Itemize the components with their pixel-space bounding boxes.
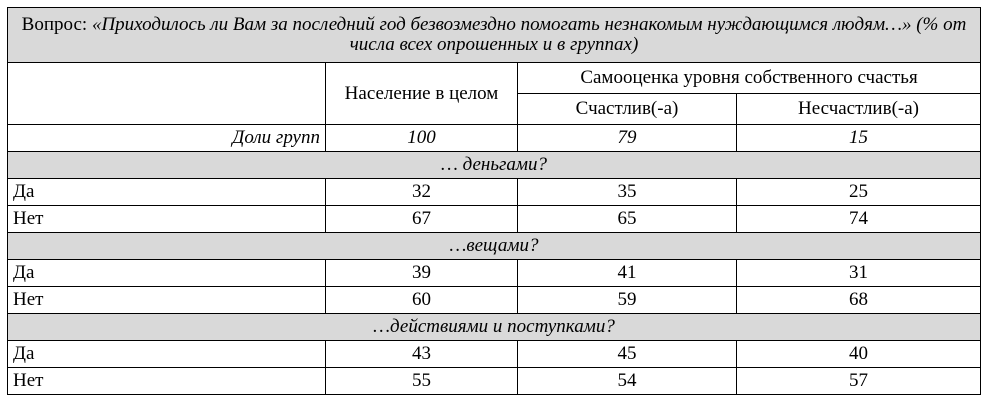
- table-cell: 15: [737, 125, 981, 152]
- table-title: [8, 8, 981, 63]
- table-row: [8, 287, 981, 314]
- table-cell: 65: [518, 206, 737, 233]
- section-heading-things: …вещами?: [8, 233, 981, 260]
- table-row: [8, 206, 981, 233]
- survey-table: [7, 7, 981, 395]
- row-label: Нет: [8, 287, 326, 314]
- table-cell: 54: [518, 368, 737, 395]
- section-heading-money: … деньгами?: [8, 152, 981, 179]
- question-prefix: Вопрос:: [21, 14, 92, 36]
- table-cell: 39: [326, 260, 518, 287]
- table-cell: 100: [326, 125, 518, 152]
- header-group-title: Самооценка уровня собственного счастья: [518, 63, 981, 94]
- table-cell: 67: [326, 206, 518, 233]
- row-label: Да: [8, 179, 326, 206]
- table-cell: 32: [326, 179, 518, 206]
- table-cell: 55: [326, 368, 518, 395]
- table-cell: 60: [326, 287, 518, 314]
- section-heading-actions: …действиями и поступками?: [8, 314, 981, 341]
- table-cell: 79: [518, 125, 737, 152]
- header-unhappy: Несчастлив(-а): [737, 94, 981, 125]
- table-cell: 25: [737, 179, 981, 206]
- table-cell: 40: [737, 341, 981, 368]
- shares-row: [8, 125, 981, 152]
- row-label: Нет: [8, 368, 326, 395]
- question-text: «Приходилось ли Вам за последний год безвозмездно помогать незнакомым нуждающимся людям…» (% от числа всех опрошенных и в группах): [91, 14, 967, 55]
- table-cell: 59: [518, 287, 737, 314]
- table-cell: 35: [518, 179, 737, 206]
- table-cell: 31: [737, 260, 981, 287]
- table-row: [8, 179, 981, 206]
- table-cell: 68: [737, 287, 981, 314]
- table-cell: 41: [518, 260, 737, 287]
- table-cell: 43: [326, 341, 518, 368]
- header-empty-cell: [8, 63, 326, 125]
- row-label: Да: [8, 260, 326, 287]
- table-cell: 45: [518, 341, 737, 368]
- shares-label: Доли групп: [8, 125, 326, 152]
- header-happy: Счастлив(-а): [518, 94, 737, 125]
- table-row: [8, 260, 981, 287]
- header-population: Население в целом: [326, 63, 518, 125]
- row-label: Да: [8, 341, 326, 368]
- table-cell: 74: [737, 206, 981, 233]
- table-row: [8, 341, 981, 368]
- table-cell: 57: [737, 368, 981, 395]
- row-label: Нет: [8, 206, 326, 233]
- table-row: [8, 368, 981, 395]
